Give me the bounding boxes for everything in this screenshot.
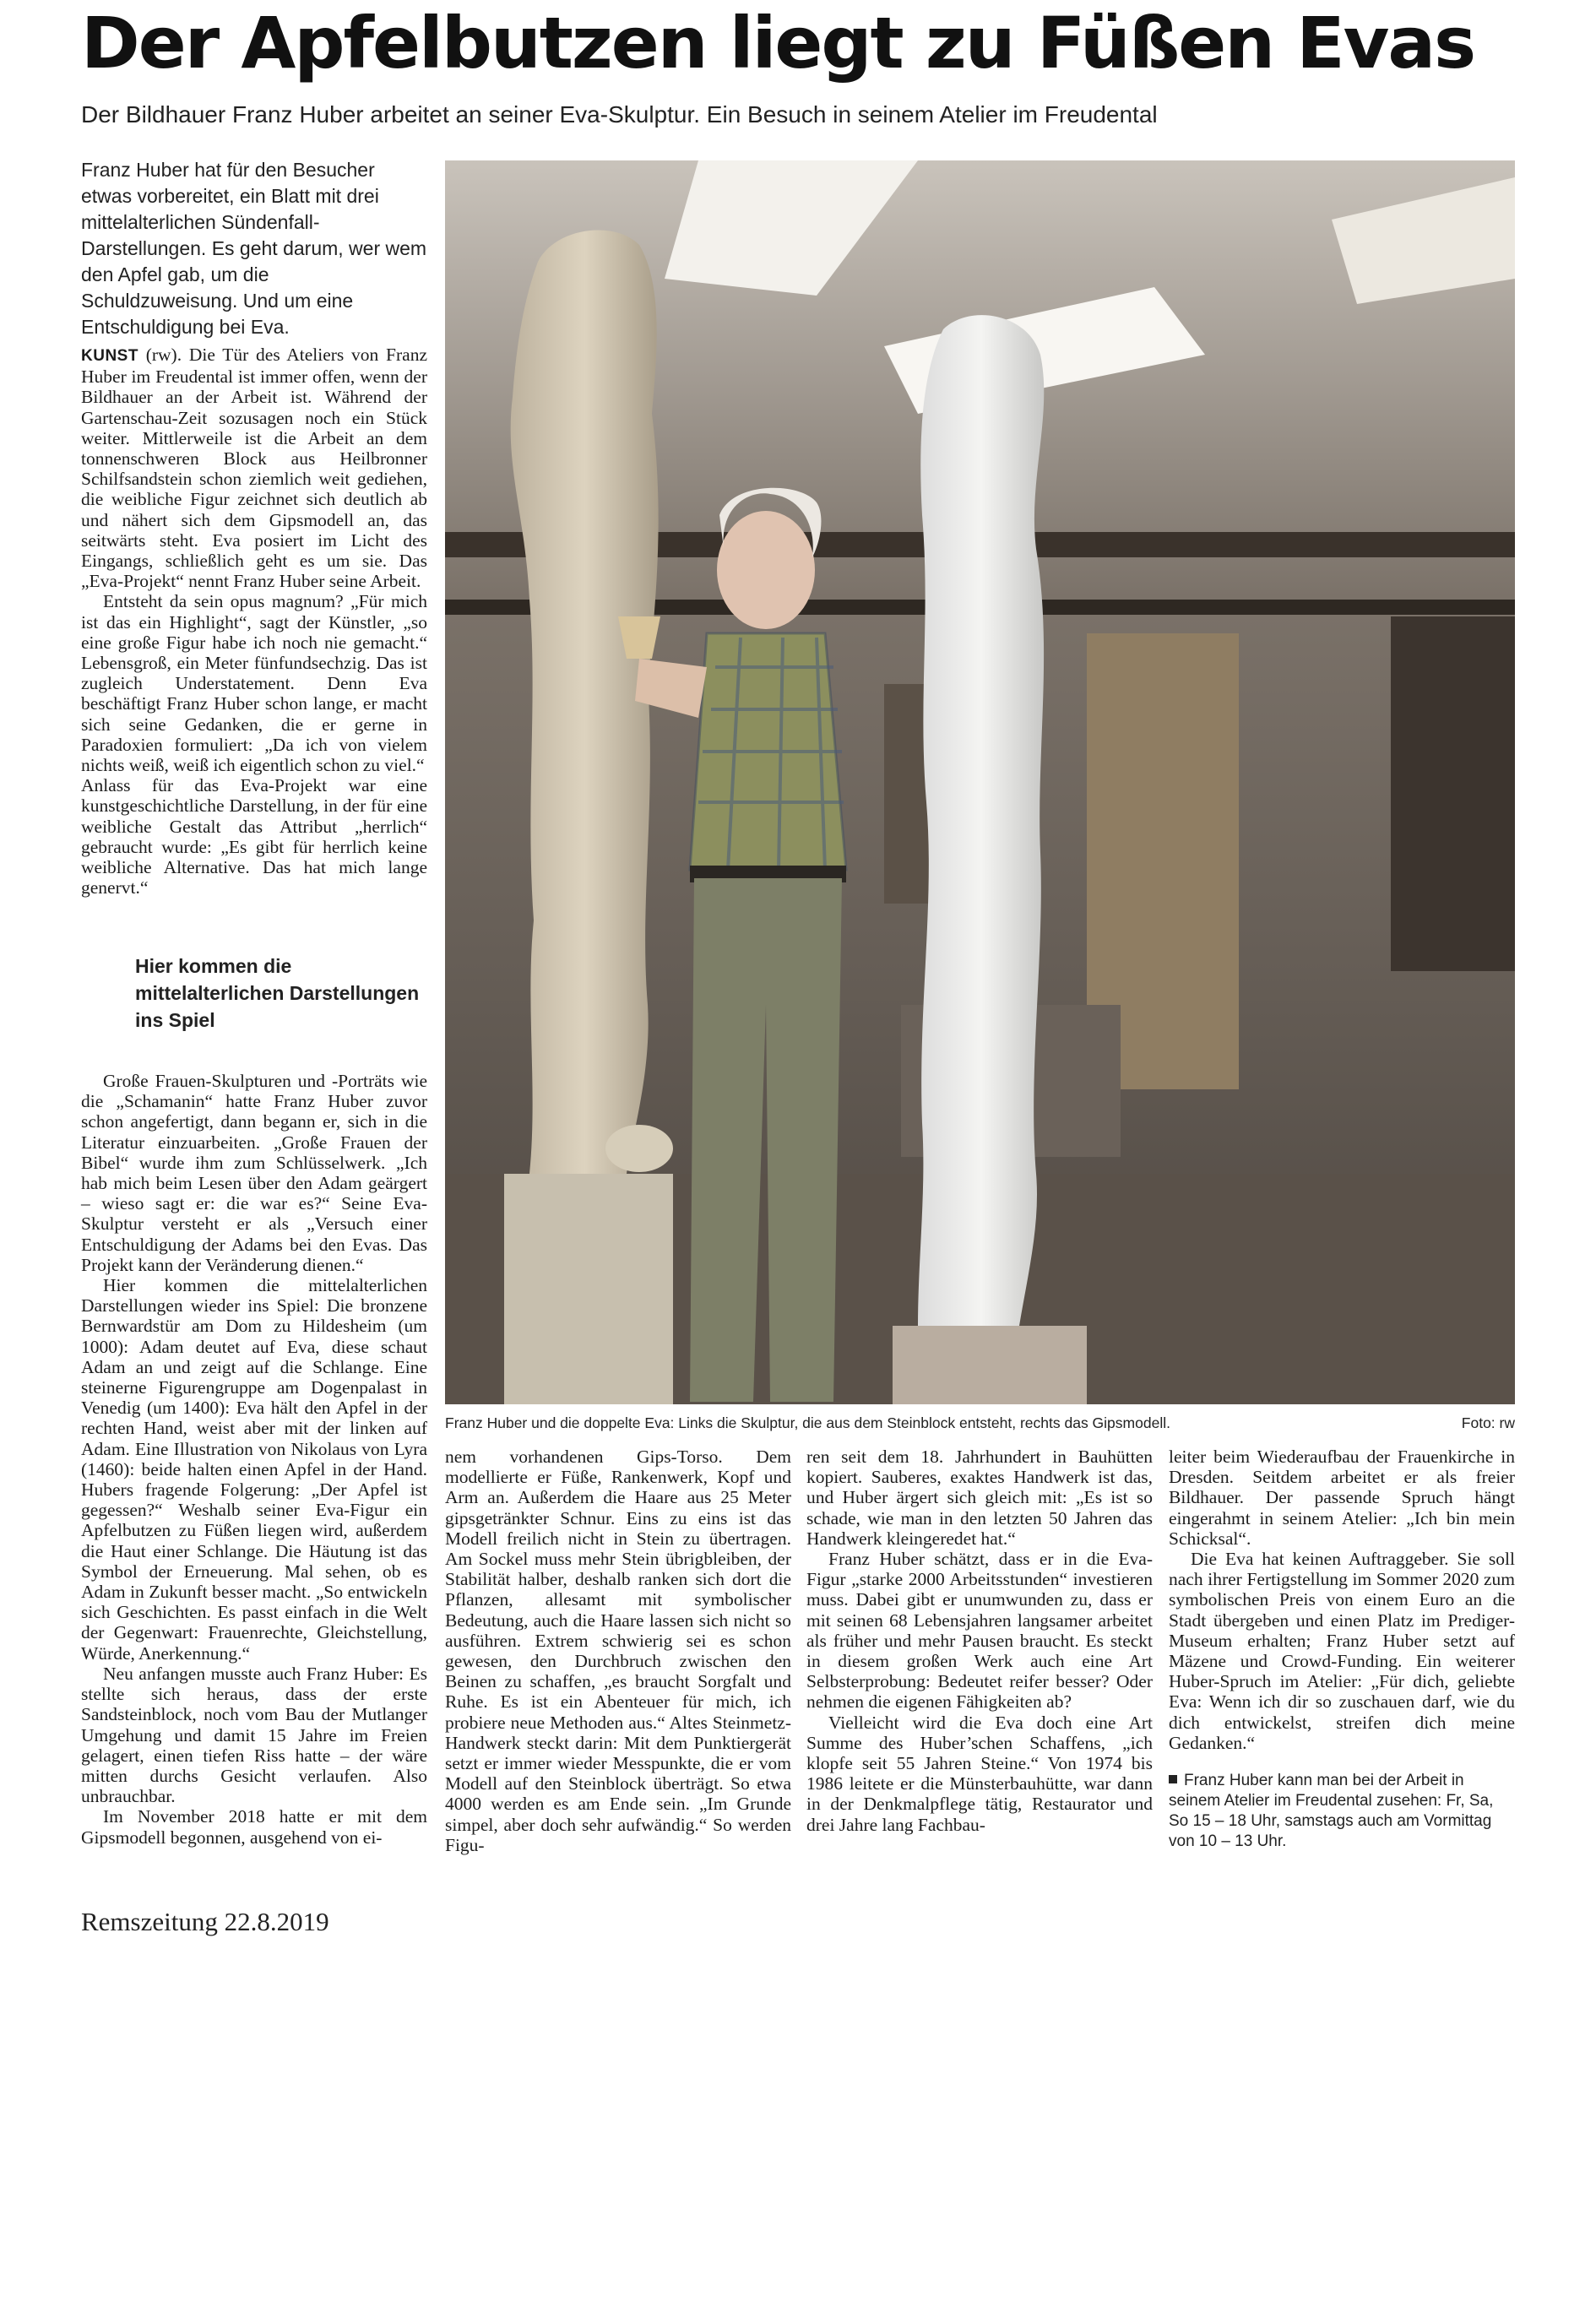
headline: Der Apfelbutzen liegt zu Füßen Evas [81, 2, 1475, 84]
photo-credit: Foto: rw [1461, 1414, 1515, 1431]
paragraph: leiter beim Wiederaufbau der Frauenkirche in Dresden. Seitdem arbeitet er als freier Bildhauer. Der passende Spruch hängt eingerahmt in seinem Atelier: „Ich bin mein Schicksal“. [1169, 1447, 1515, 1549]
info-text: Franz Huber kann man bei der Arbeit in seinem Atelier im Freudental zusehen: Fr, Sa, So 15 – 18 Uhr, samstags auch am Vormittag von 10 – 13 Uhr. [1169, 1772, 1494, 1850]
photo-caption [445, 1413, 1515, 1433]
article-column-1 [81, 345, 427, 898]
paragraph: Im November 2018 hatte er mit dem Gipsmodell begonnen, ausgehend von ei- [81, 1806, 427, 1848]
paragraph: Franz Huber schätzt, dass er in die Eva-Figur „starke 2000 Arbeitsstunden“ investieren muss. Dabei gibt er unumwunden zu, dass er mit seinen 68 Lebensjahren langsamer arbeitet als früher und mehr Pausen braucht. Es steckt in diesem großen Werk auch eine Art Selbsterprobung: Bedeutet reifer besser? Oder nehmen die eigenen Fähigkeiten ab? [806, 1549, 1153, 1713]
article-column-1b [81, 1071, 427, 1848]
subheadline: Der Bildhauer Franz Huber arbeitet an seiner Eva-Skulptur. Ein Besuch in seinem Atelier im Freudental [81, 101, 1158, 128]
paragraph: Große Frauen-Skulpturen und -Porträts wie die „Schamanin“ hatte Franz Huber zuvor schon angefertigt, dann begann er, sich in die Literatur einzuarbeiten. „Große Frauen der Bibel“ wurde ihm zum Schlüsselwerk. „Ich hab mich beim Lesen über den Adam geärgert – wieso sagt er: die war es?“ Seine Eva-Skulptur versteht er als „Versuch einer Entschuldigung der Adams bei den Evas. Das Projekt kann der Veränderung dienen.“ [81, 1071, 427, 1275]
paragraph: Neu anfangen musste auch Franz Huber: Es stellte sich heraus, dass der erste Sandsteinblock, noch vom Bau der Mutlanger Umgehung und damit 15 Jahre im Freien gelagert, einen tiefen Riss hatte – der wäre mitten durchs Gesicht verlaufen. Also unbrauchbar. [81, 1663, 427, 1807]
newspaper-source: Remszeitung 22.8.2019 [81, 1907, 329, 1936]
paragraph: ren seit dem 18. Jahrhundert in Bauhütten kopiert. Sauberes, exaktes Handwerk ist das, und Huber ärgert sich gleich mit: „Es ist so schade, wie man in den letzten 50 Jahren das Handwerk kleingeredet hat.“ [806, 1447, 1153, 1549]
paragraph: Hier kommen die mittelalterlichen Darstellungen wieder ins Spiel: Die bronzene Bernwardstür am Dom zu Hildesheim (um 1000): Adam deutet auf Eva, diese schaut Adam an und zeigt auf die Schlange. Eine steinerne Figurengruppe am Dogenpalast in Venedig (um 1400): Eva hält den Apfel in der rechten Hand, weist aber mit der linken auf Adam. Eine Illustration von Nikolaus von Lyra (1460): beide halten einen Apfel in der Hand. Hubers fragende Folgerung: „Der Apfel ist gegessen?“ Weshalb seiner Eva-Figur ein Apfelbutzen zu Füßen liegen wird, außerdem die Haut einer Schlange. Die Häutung ist das Symbol der Erneuerung. Mal sehen, ob es Adam in Zukunft besser macht. „So entwickeln sich Geschichten. Es passt einfach in die Welt der Gegenwart: Frauenrechte, Gleichstellung, Würde, Anerkennung.“ [81, 1275, 427, 1664]
info-box [1169, 1771, 1515, 1852]
article-column-4 [1169, 1447, 1515, 1753]
photo-illustration [445, 160, 1515, 1404]
bullet-icon [1169, 1775, 1177, 1783]
paragraph: nem vorhandenen Gips-Torso. Dem modellierte er Füße, Rankenwerk, Kopf und Arm an. Außerdem die Haare aus 25 Meter gipsgetränkter Schnur. Eins zu eins ist das Modell freilich nicht in Stein zu übertragen. Am Sockel muss mehr Stein übrigbleiben, der Stabilität halber, deshalb ranken sich dort die Pflanzen, allesamt mit symbolischer Bedeutung, auch die Haare lassen sich nicht so ausführen. Extrem schwierig sei es schon gewesen, den Durchbruch zwischen den Beinen zu schaffen, „es braucht Sorgfalt und Ruhe. Es ist ein Abenteuer für mich, ich probiere neue Methoden aus.“ Altes Steinmetz-Handwerk steckt darin: Mit dem Punktiergerät setzt er immer wieder Messpunkte, die er vom Modell auf den Steinblock überträgt. So etwa 4000 werden es am Ende sein. „Im Grunde simpel, aber doch sehr aufwändig.“ So werden Figu- [445, 1447, 791, 1855]
paragraph: KUNST (rw). Die Tür des Ateliers von Franz Huber im Freudental ist immer offen, wenn der Bildhauer an der Arbeit ist. Während der Gartenschau-Zeit sozusagen noch ein Stück weiter. Mittlerweile ist die Arbeit an dem tonnenschweren Block aus Heilbronner Schilfsandstein schon ziemlich weit gediehen, die weibliche Figur zeichnet sich deutlich ab und nähert sich dem Gipsmodell an, das seitwärts steht. Eva posiert im Licht des Eingangs, schließlich geht es um sie. Das „Eva-Projekt“ nennt Franz Huber seine Arbeit. [81, 345, 428, 592]
paragraph: Anlass für das Eva-Projekt war eine kunstgeschichtliche Darstellung, in der für eine weibliche Gestalt das Attribut „herrlich“ gebraucht wurde: „Es gibt für herrlich keine weibliche Alternative. Das hat mich lange genervt.“ [81, 775, 427, 898]
lead-paragraph: Franz Huber hat für den Besucher etwas vorbereitet, ein Blatt mit drei mittelalterlichen Sündenfall-Darstellungen. Es geht darum, wer wem den Apfel gab, um die Schuldzuweisung. Und um eine Entschuldigung bei Eva. [81, 159, 427, 338]
paragraph: Entsteht da sein opus magnum? „Für mich ist das ein Highlight“, sagt der Künstler, „so eine große Figur habe ich noch nie gemacht.“ Lebensgroß, ein Meter fünfundsechzig. Das ist zugleich Understatement. Denn Eva beschäftigt Franz Huber schon lange, er macht sich seine Gedanken, die er gerne in Paradoxien formuliert: „Da ich von vielem nichts weiß, weiß ich eigentlich schon zu viel.“ [81, 591, 427, 776]
article-column-3 [806, 1447, 1153, 1835]
paragraph: Die Eva hat keinen Auftraggeber. Sie soll nach ihrer Fertigstellung im Sommer 2020 zum symbolischen Preis von einem Euro an die Stadt übergeben und einen Platz im Prediger-Museum erhalten; Franz Huber setzt auf Mäzene und Crowd-Funding. Ein weiterer Huber-Spruch im Atelier: „Für dich, geliebte Eva: Wenn ich dir so zuschauen darf, wie du dich entwickelst, streifen dich meine Gedanken.“ [1169, 1549, 1515, 1753]
kicker: KUNST [81, 347, 138, 365]
caption-text: Franz Huber und die doppelte Eva: Links die Skulptur, die aus dem Steinblock entsteht, rechts das Gipsmodell. [445, 1414, 1170, 1431]
paragraph: Vielleicht wird die Eva doch eine Art Summe des Huber’schen Schaffens, „ich klopfe seit 55 Jahren Steine.“ Von 1974 bis 1986 leitete er die Münsterbauhütte, war dann in der Denkmalpflege tätig, Restaurator und drei Jahre lang Fachbau- [806, 1712, 1153, 1835]
article-photo [445, 160, 1515, 1404]
article-column-2 [445, 1447, 791, 1855]
section-subheading: Hier kommen die mittelalterlichen Darstellungen ins Spiel [135, 955, 420, 1031]
